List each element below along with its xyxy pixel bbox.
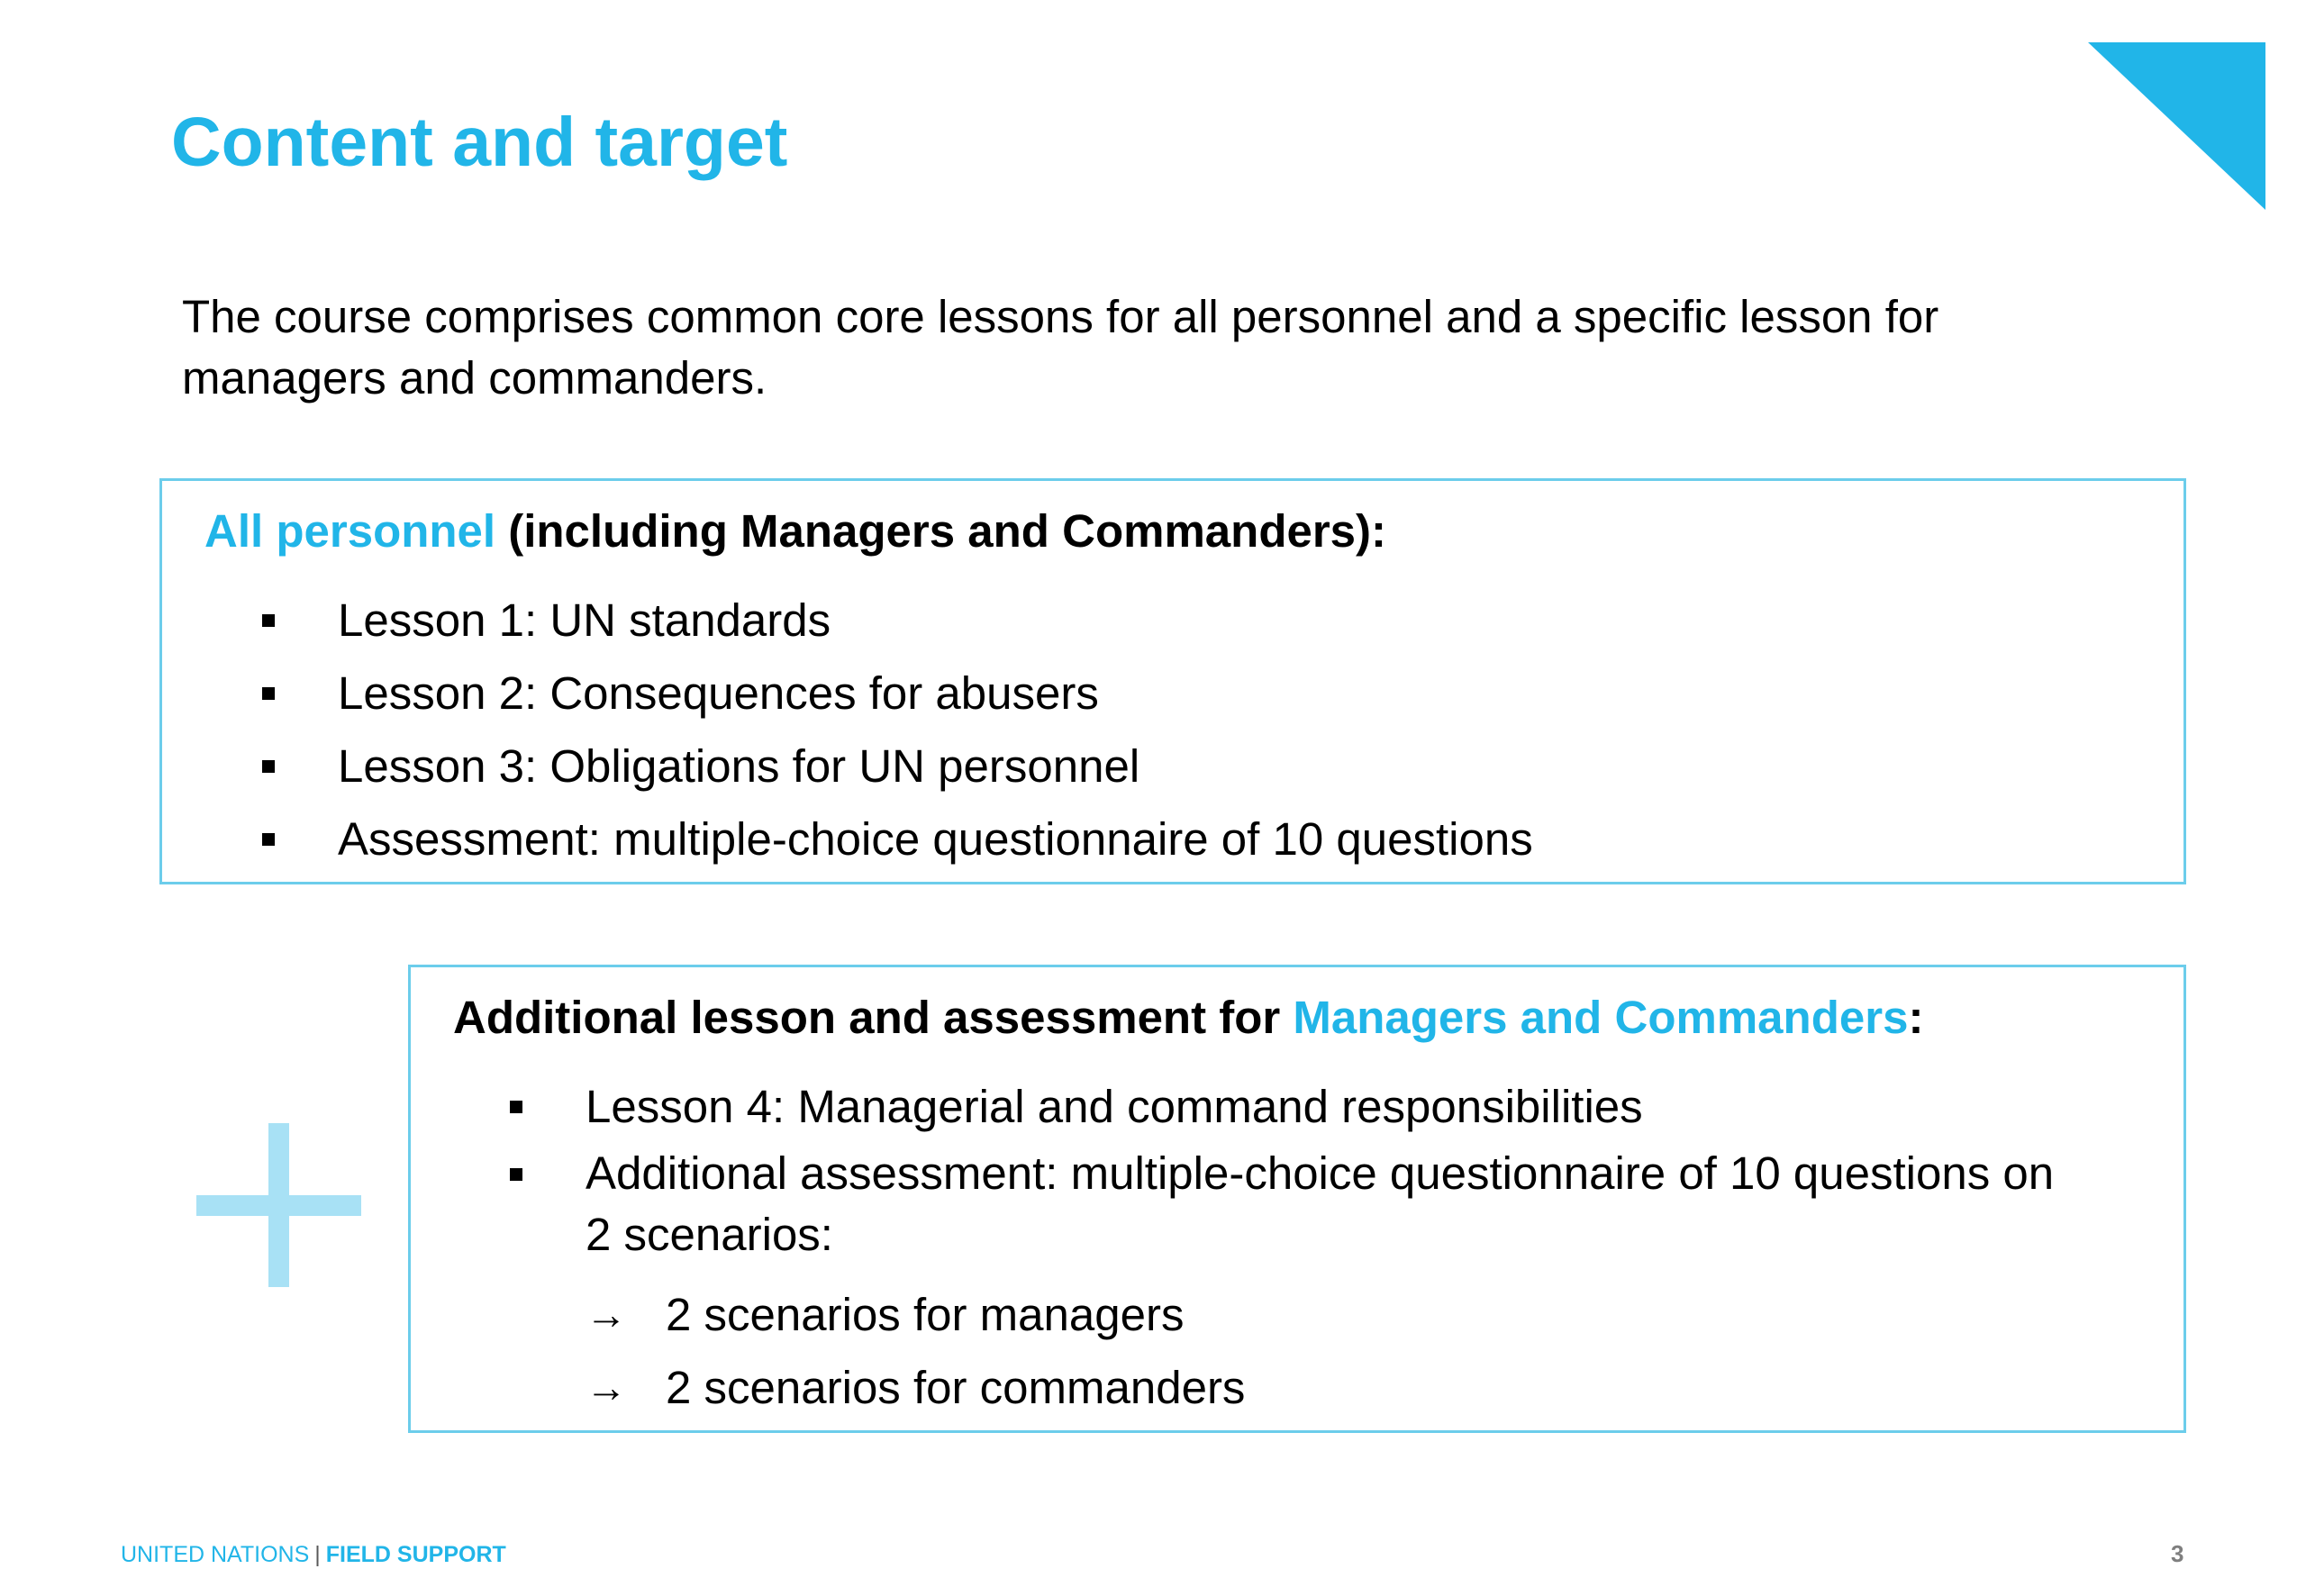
- list-item: [162, 657, 1533, 730]
- scenario-item-label: 2 scenarios for commanders: [666, 1362, 1246, 1413]
- list-item-label: Lesson 4: Managerial and command responsibilities: [586, 1081, 1643, 1132]
- managers-heading: [453, 992, 1924, 1043]
- right-arrow-icon: →: [586, 1291, 627, 1338]
- list-item: [162, 730, 1533, 803]
- list-item-label: Lesson 3: Obligations for UN personnel: [338, 740, 1140, 792]
- footer-org: UNITED NATIONS: [121, 1542, 310, 1567]
- managers-heading-suffix: :: [1908, 992, 1924, 1043]
- list-item-label-line-2: 2 scenarios:: [586, 1209, 833, 1260]
- intro-line-2: managers and commanders.: [182, 352, 767, 404]
- scenario-item: [411, 1351, 1245, 1424]
- square-bullet-icon: [510, 1168, 522, 1181]
- list-item: [162, 584, 1533, 657]
- managers-box: [408, 965, 2186, 1433]
- all-personnel-heading-accent: All personnel: [204, 505, 496, 557]
- scenario-item: [411, 1278, 1245, 1351]
- corner-triangle-icon: [2088, 42, 2265, 210]
- managers-heading-accent: Managers and Commanders: [1293, 992, 1909, 1043]
- list-item: [411, 1143, 2054, 1265]
- list-item: [411, 1070, 2054, 1143]
- all-personnel-heading: [204, 505, 1387, 557]
- scenario-list: [411, 1278, 1245, 1424]
- intro-paragraph: [182, 286, 2119, 409]
- list-item-label-line-1: Additional assessment: multiple-choice questionnaire of 10 questions on: [586, 1147, 2055, 1199]
- footer-brand: [121, 1542, 506, 1568]
- slide-title: Content and target: [171, 104, 788, 181]
- managers-list: [411, 1070, 2054, 1265]
- square-bullet-icon: [262, 760, 275, 773]
- square-bullet-icon: [262, 833, 275, 846]
- right-arrow-icon: →: [586, 1364, 627, 1410]
- square-bullet-icon: [510, 1101, 522, 1113]
- all-personnel-list: [162, 584, 1533, 875]
- plus-icon: [196, 1123, 361, 1287]
- intro-line-1: The course comprises common core lessons for all personnel and a specific lesson for: [182, 291, 1939, 342]
- scenario-item-label: 2 scenarios for managers: [666, 1289, 1185, 1340]
- list-item-label: Lesson 1: UN standards: [338, 594, 831, 646]
- managers-heading-prefix: Additional lesson and assessment for: [453, 992, 1294, 1043]
- square-bullet-icon: [262, 687, 275, 700]
- footer-department: FIELD SUPPORT: [325, 1542, 506, 1567]
- page-number: 3: [2171, 1540, 2184, 1567]
- square-bullet-icon: [262, 614, 275, 627]
- list-item: [162, 803, 1533, 875]
- footer-separator: |: [314, 1542, 321, 1567]
- all-personnel-heading-rest: (including Managers and Commanders):: [495, 505, 1387, 557]
- list-item-label: Lesson 2: Consequences for abusers: [338, 667, 1099, 719]
- all-personnel-box: [159, 478, 2186, 884]
- list-item-label: Assessment: multiple-choice questionnaire of 10 questions: [338, 813, 1533, 865]
